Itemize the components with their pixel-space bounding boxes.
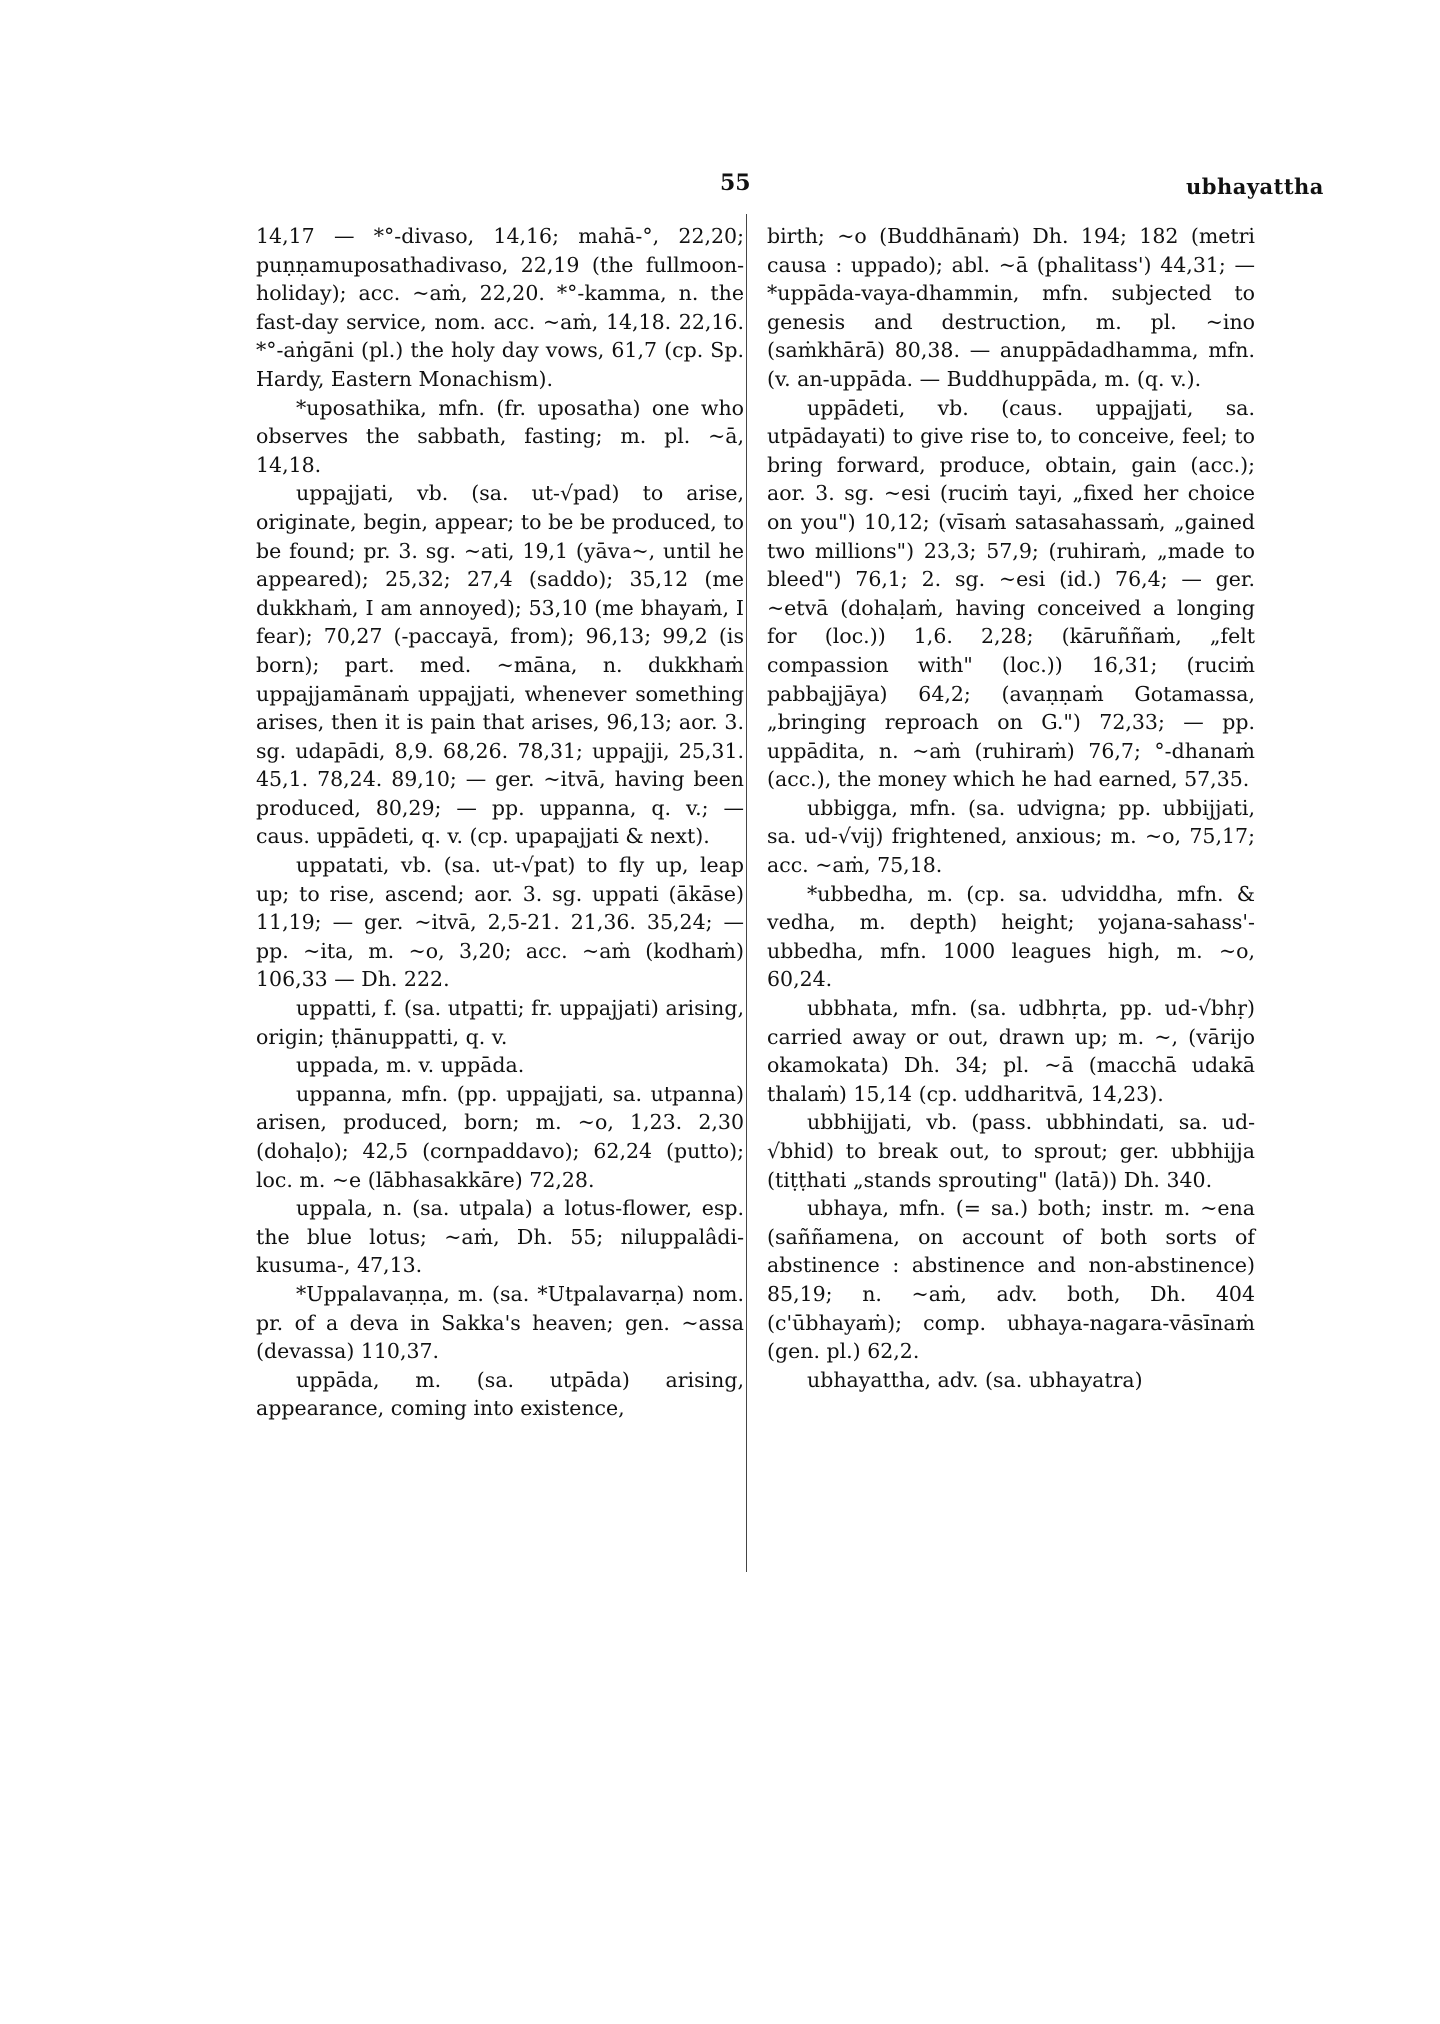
running-head: ubhayattha — [1186, 174, 1324, 199]
left-column — [256, 222, 744, 1423]
dictionary-entry: uppatati, vb. (sa. ut-√pat) to fly up, leap up; to rise, ascend; aor. 3. sg. uppati (ākāse) 11,19; — ger. ~itvā, 2,5-21. 21,36. 35,24; — pp. ~ita, m. ~o, 3,20; acc. ~aṁ (kodhaṁ) 106,33 — Dh. 222. — [256, 853, 744, 992]
dictionary-entry: birth; ~o (Buddhānaṁ) Dh. 194; 182 (metri causa : uppado); abl. ~ā (phalitass') 44,31; — *uppāda-vaya-dhammin, mfn. subjected to genesis and destruction, m. pl. ~ino (saṁkhārā) 80,38. — anuppādadhamma, mfn. (v. an-uppāda. — Buddhuppāda, m. (q. v.). — [767, 224, 1255, 391]
dictionary-entry: *uposathika, mfn. (fr. uposatha) one who observes the sabbath, fasting; m. pl. ~ā, 14,18. — [256, 395, 744, 477]
right-column — [767, 222, 1255, 1394]
dictionary-entry: uppanna, mfn. (pp. uppajjati, sa. utpanna) arisen, produced, born; m. ~o, 1,23. 2,30 (dohaḷo); 42,5 (cornpaddavo); 62,24 (putto); loc. m. ~e (lābhasakkāre) 72,28. — [256, 1081, 744, 1192]
dictionary-entry: ubbhata, mfn. (sa. udbhṛta, pp. ud-√bhṛ) carried away or out, drawn up; m. ~, (vārijo okamokata) Dh. 34; pl. ~ā (macchā udakā thalaṁ) 15,14 (cp. uddharitvā, 14,23). — [767, 996, 1255, 1106]
dictionary-entry: *Uppalavaṇṇa, m. (sa. *Utpalavarṇa) nom. pr. of a deva in Sakka's heaven; gen. ~assa (devassa) 110,37. — [256, 1281, 744, 1364]
dictionary-entry: uppala, n. (sa. utpala) a lotus-flower, esp. the blue lotus; ~aṁ, Dh. 55; niluppalâdi-kusuma-, 47,13. — [256, 1196, 744, 1278]
dictionary-entry: uppajjati, vb. (sa. ut-√pad) to arise, originate, begin, appear; to be be produced, to be found; pr. 3. sg. ~ati, 19,1 (yāva~, until he appeared); 25,32; 27,4 (saddo); 35,12 (me dukkhaṁ, I am annoyed); 53,10 (me bhayaṁ, I fear); 70,27 (-paccayā, from); 96,13; 99,2 (is born); part. med. ~māna, n. dukkhaṁ uppajjamānaṁ uppajjati, whenever something arises, then it is pain that arises, 96,13; aor. 3. sg. udapādi, 8,9. 68,26. 78,31; uppajji, 25,31. 45,1. 78,24. 89,10; — ger. ~itvā, having been produced, 80,29; — pp. uppanna, q. v.; — caus. uppādeti, q. v. (cp. upapajjati & next). — [256, 481, 744, 849]
dictionary-entry: uppatti, f. (sa. utpatti; fr. uppajjati) arising, origin; ṭhānuppatti, q. v. — [256, 996, 744, 1049]
page-number: 55 — [720, 170, 751, 196]
dictionary-entry: 14,17 — *°-divaso, 14,16; mahā-°, 22,20; puṇṇamuposathadivaso, 22,19 (the fullmoon-holiday); acc. ~aṁ, 22,20. *°-kamma, n. the fast-day service, nom. acc. ~aṁ, 14,18. 22,16. *°-aṅgāni (pl.) the holy day vows, 61,7 (cp. Sp. Hardy, Eastern Monachism). — [256, 224, 744, 391]
dictionary-entry: ubbigga, mfn. (sa. udvigna; pp. ubbijjati, sa. ud-√vij) frightened, anxious; m. ~o, 75,17; acc. ~aṁ, 75,18. — [767, 795, 1255, 878]
dictionary-entry: ubhaya, mfn. (= sa.) both; instr. m. ~ena (saññamena, on account of both sorts of abstinence : abstinence and non-abstinence) 85,19; n. ~aṁ, adv. both, Dh. 404 (c'ūbhayaṁ); comp. ubhaya-nagara-vāsīnaṁ (gen. pl.) 62,2. — [767, 1196, 1255, 1364]
dictionary-entry: ubhayattha, adv. (sa. ubhayatra) — [807, 1367, 1143, 1392]
dictionary-entry: uppada, m. v. uppāda. — [296, 1053, 525, 1078]
dictionary-entry: uppāda, m. (sa. utpāda) arising, appearance, coming into existence, — [256, 1367, 744, 1421]
dictionary-entry: ubbhijjati, vb. (pass. ubbhindati, sa. ud-√bhid) to break out, to sprout; ger. ubbhijja (tiṭṭhati „stands sprouting" (latā)) Dh. 340. — [767, 1110, 1255, 1192]
column-divider — [746, 214, 747, 1572]
dictionary-entry: *ubbedha, m. (cp. sa. udviddha, mfn. & vedha, m. depth) height; yojana-sahass'-ubbedha, mfn. 1000 leagues high, m. ~o, 60,24. — [767, 881, 1255, 992]
dictionary-entry: uppādeti, vb. (caus. uppajjati, sa. utpādayati) to give rise to, to conceive, feel; to bring forward, produce, obtain, gain (acc.); aor. 3. sg. ~esi (ruciṁ tayi, „fixed her choice on you") 10,12; (vīsaṁ satasahassaṁ, „gained two millions") 23,3; 57,9; (ruhiraṁ, „made to bleed") 76,1; 2. sg. ~esi (id.) 76,4; — ger. ~etvā (dohaḷaṁ, having conceived a longing for (loc.)) 1,6. 2,28; (kāruññaṁ, „felt compassion with" (loc.)) 16,31; (ruciṁ pabbajjāya) 64,2; (avaṇṇaṁ Gotamassa, „bringing reproach on G.") 72,33; — pp. uppādita, n. ~aṁ (ruhiraṁ) 76,7; °-dhanaṁ (acc.), the money which he had earned, 57,35. — [767, 395, 1255, 792]
